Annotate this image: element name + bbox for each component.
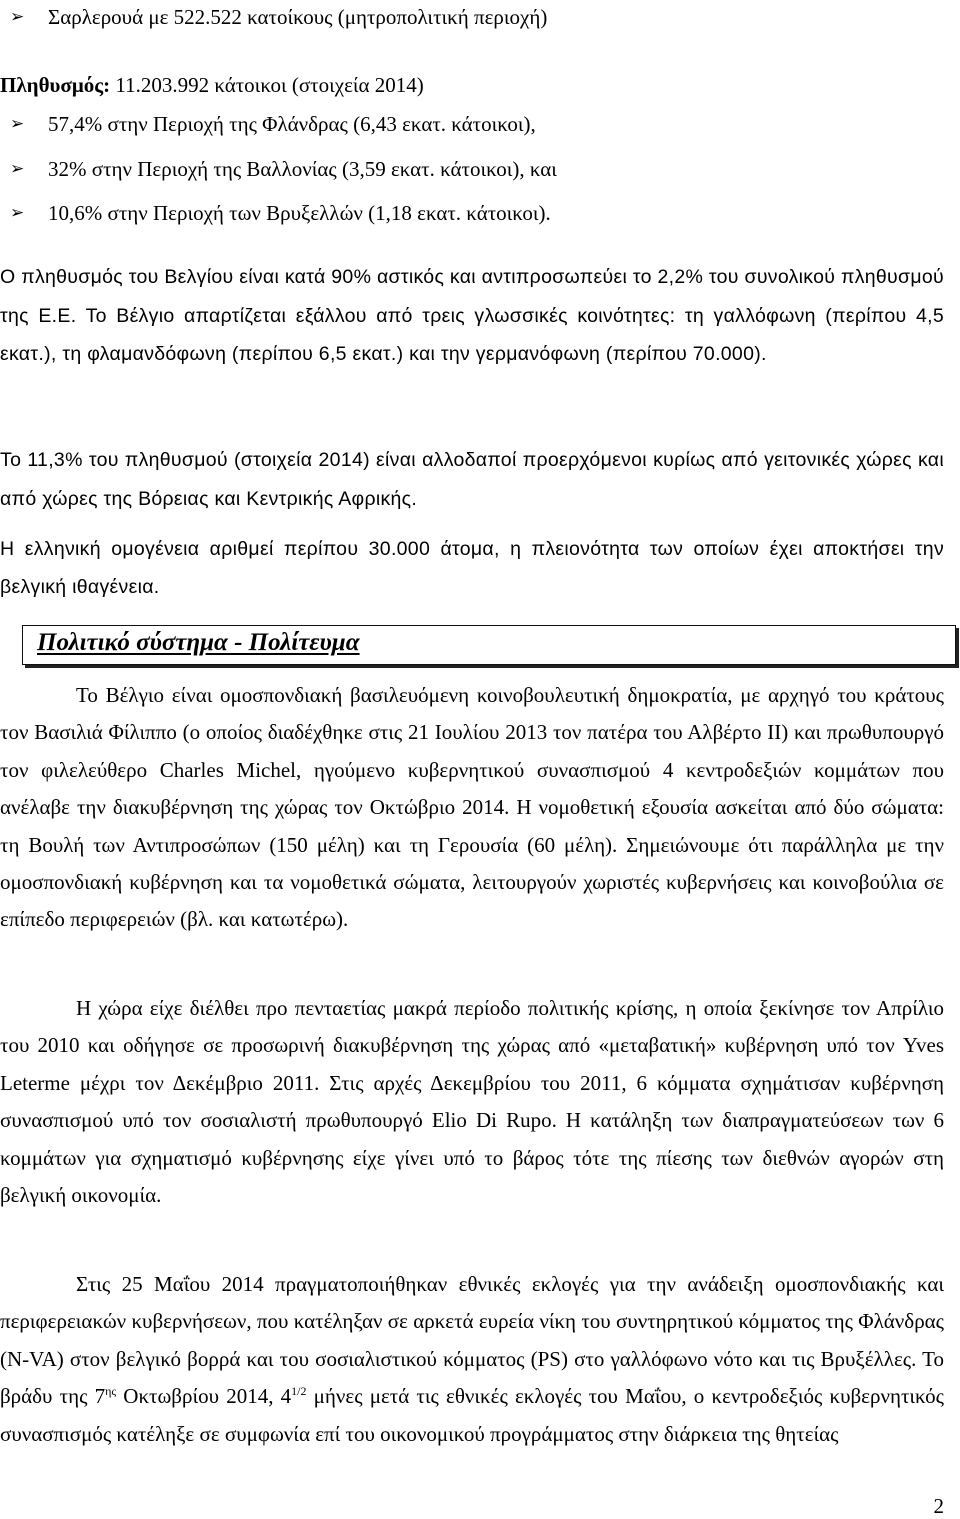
list-item-text: Σαρλερουά με 522.522 κατοίκους (μητροπολιτική περιοχή): [48, 5, 548, 29]
page-number: 2: [933, 1494, 944, 1518]
population-value: 11.203.992 κάτοικοι (στοιχεία 2014): [110, 73, 424, 97]
population-label: Πληθυσμός:: [0, 73, 111, 97]
arrowhead-bullet-icon: ➢: [10, 203, 25, 222]
paragraph-text: μήνες μετά τις εθνικές εκλογές του Μαΐου, ο κεντροδεξιός κυβερνητικός συνασπισμός κατέληξε σε συμφωνία επί του οικονομικού προγράμματος στην διάρκεια της θητείας: [0, 1384, 944, 1446]
list-item-text: 57,4% στην Περιοχή της Φλάνδρας (6,43 εκατ. κάτοικοι),: [48, 112, 536, 136]
paragraph-political-system: [0, 677, 944, 939]
paragraph-text: Η χώρα είχε διέλθει προ πενταετίας μακρά περίοδο πολιτικής κρίσης, η οποία ξεκίνησε τον Απρίλιο του 2010 και οδήγησε σε προσωρινή διακυβέρνηση της χώρας από «μεταβατική» κυβέρνηση υπό τον Yves Leterme μέχρι τον Δεκέμβριο 2011. Στις αρχές Δεκεμβρίου του 2011, 6 κόμματα σχημάτισαν κυβέρνηση συνασπισμού υπό τον σοσιαλιστή πρωθυπουργό Elio Di Rupo. Η κατάληξη των διαπραγματεύσεων των 6 κομμάτων για σχηματισμό κυβέρνησης είχε γίνει υπό το βάρος τότε της πίεσης των διεθνών αγορών στη βελγική οικονομία.: [0, 996, 944, 1208]
list-item-text: 10,6% στην Περιοχή των Βρυξελλών (1,18 εκατ. κάτοικοι).: [48, 201, 551, 225]
section-heading-box: [22, 625, 956, 665]
paragraph-foreigners: Το 11,3% του πληθυσμού (στοιχεία 2014) είναι αλλοδαποί προερχόμενοι κυρίως από γειτονικές χώρες και από χώρες της Βόρειας και Κεντρικής Αφρικής.: [0, 449, 944, 510]
paragraph-elections-2014: [0, 1266, 944, 1453]
section-heading: Πολιτικό σύστημα - Πολίτευμα: [37, 629, 360, 656]
paragraph-text: Στις 25 Μαΐου 2014 πραγματοποιήθηκαν εθνικές εκλογές για την ανάδειξη ομοσπονδιακής και περιφερειακών κυβερνήσεων, που κατέληξαν σε αρκετά ευρεία νίκη του συντηρητικού κόμματος της Φλάνδρας (N-VA) στον βελγικό βορρά και του σοσιαλιστικού κόμματος (PS) στο γαλλόφωνο νότο και τις Βρυξέλλες. Το βράδυ της 7: [0, 1272, 944, 1409]
list-item-text: 32% στην Περιοχή της Βαλλονίας (3,59 εκατ. κάτοικοι), και: [48, 157, 557, 181]
paragraph-text: Οκτωβρίου 2014, 4: [116, 1384, 292, 1409]
superscript-ordinal: ης: [105, 1384, 117, 1399]
arrowhead-bullet-icon: ➢: [10, 7, 25, 26]
arrowhead-bullet-icon: ➢: [10, 159, 25, 178]
population-line: [0, 70, 424, 100]
paragraph-urban: Ο πληθυσμός του Βελγίου είναι κατά 90% αστικός και αντιπροσωπεύει το 2,2% του συνολικού πληθυσμού της Ε.Ε. Το Βέλγιο απαρτίζεται εξάλλου από τρεις γλωσσικές κοινότητες: τη γαλλόφωνη (περίπου 4,5 εκατ.), τη φλαμανδόφωνη (περίπου 6,5 εκατ.) και την γερμανόφωνη (περίπου 70.000).: [0, 266, 944, 365]
superscript-fraction: 1/2: [291, 1384, 307, 1399]
arrowhead-bullet-icon: ➢: [10, 114, 25, 133]
paragraph-greek-community: Η ελληνική ομογένεια αριθμεί περίπου 30.000 άτομα, η πλειονότητα των οποίων έχει αποκτήσει την βελγική ιθαγένεια.: [0, 538, 944, 598]
paragraph-political-crisis: [0, 990, 944, 1214]
paragraph-text: Το Βέλγιο είναι ομοσπονδιακή βασιλευόμενη κοινοβουλευτική δημοκρατία, με αρχηγό του κράτους τον Βασιλιά Φίλιππο (ο οποίος διαδέχθηκε στις 21 Ιουλίου 2013 τον πατέρα του Αλβέρτο ΙΙ) και πρωθυπουργό τον φιλελεύθερο Charles Michel, ηγούμενο κυβερνητικού συνασπισμού 4 κεντροδεξιών κομμάτων που ανέλαβε την διακυβέρνηση της χώρας τον Οκτώβριο 2014. Η νομοθετική εξουσία ασκείται από δύο σώματα: τη Βουλή των Αντιπροσώπων (150 μέλη) και τη Γερουσία (60 μέλη). Σημειώνουμε ότι παράλληλα με την ομοσπονδιακή κυβέρνηση και τα νομοθετικά σώματα, λειτουργούν χωριστές κυβερνήσεις και κοινοβούλια σε επίπεδο περιφερειών (βλ. και κατωτέρω).: [0, 683, 944, 932]
